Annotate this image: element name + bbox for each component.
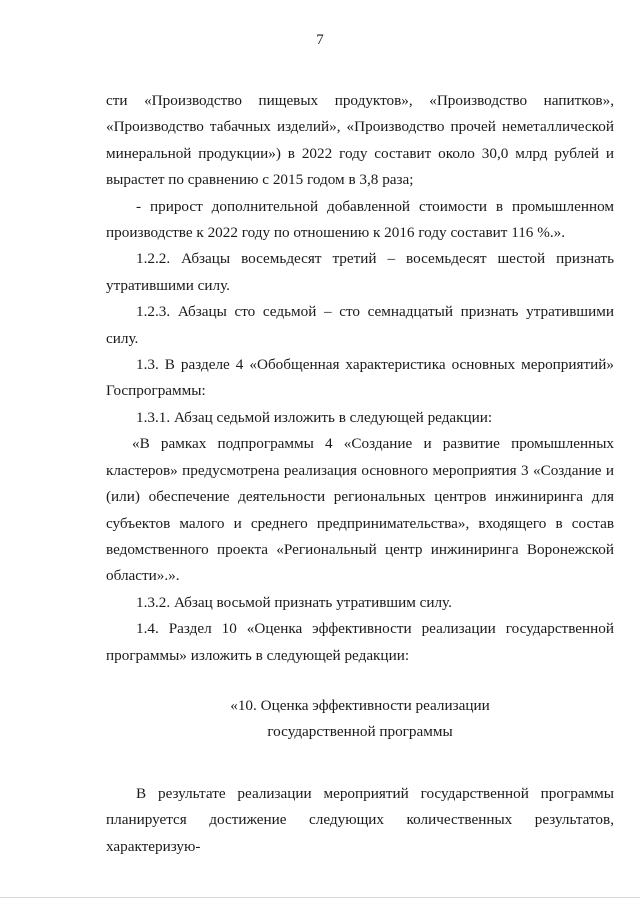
section-heading-line-1: «10. Оценка эффективности реализации bbox=[230, 696, 490, 714]
page-bottom-edge bbox=[0, 897, 640, 898]
section-heading bbox=[106, 693, 614, 745]
paragraph-1-3-2: 1.3.2. Абзац восьмой признать утратившим силу. bbox=[136, 593, 452, 611]
paragraph-quote-subprogram: «В рамках подпрограммы 4 «Создание и развитие промышленных кластеров» предусмотрена реализация основного мероприятия 3 «Создание и (или) обеспечение деятельности региональных центров инжиниринга для субъектов малого и среднего предпринимательства», входящего в состав ведомственного проекта «Региональный центр инжиниринга Воронежской области».». bbox=[106, 435, 614, 585]
section-heading-line-2: государственной программы bbox=[267, 722, 453, 740]
document-body bbox=[106, 88, 614, 860]
page-number: 7 bbox=[316, 32, 324, 48]
paragraph-1-3: 1.3. В разделе 4 «Обобщенная характеристика основных мероприятий» Госпрограммы: bbox=[106, 356, 614, 400]
paragraph-continuation: сти «Производство пищевых продуктов», «Производство напитков», «Производство табачных изделий», «Производство прочей неметаллической минеральной продукции») в 2022 году составит около 30,0 млрд рублей и вырастет по сравнению с 2015 годом в 3,8 раза; bbox=[106, 92, 614, 189]
paragraph-value-added: - прирост дополнительной добавленной стоимости в промышленном производстве к 2022 году по отношению к 2016 году составит 116 %.». bbox=[106, 197, 614, 242]
paragraph-results: В результате реализации мероприятий государственной программы планируется достижение следующих количественных результатов, характеризую- bbox=[106, 784, 614, 855]
paragraph-1-3-1: 1.3.1. Абзац седьмой изложить в следующей редакции: bbox=[136, 408, 493, 426]
paragraph-1-4: 1.4. Раздел 10 «Оценка эффективности реализации государственной программы» изложить в следующей редакции: bbox=[106, 620, 614, 664]
paragraph-1-2-3: 1.2.3. Абзацы сто седьмой – сто семнадцатый признать утратившими силу. bbox=[106, 303, 614, 347]
paragraph-1-2-2: 1.2.2. Абзацы восемьдесят третий – восемьдесят шестой признать утратившими силу. bbox=[106, 250, 614, 294]
